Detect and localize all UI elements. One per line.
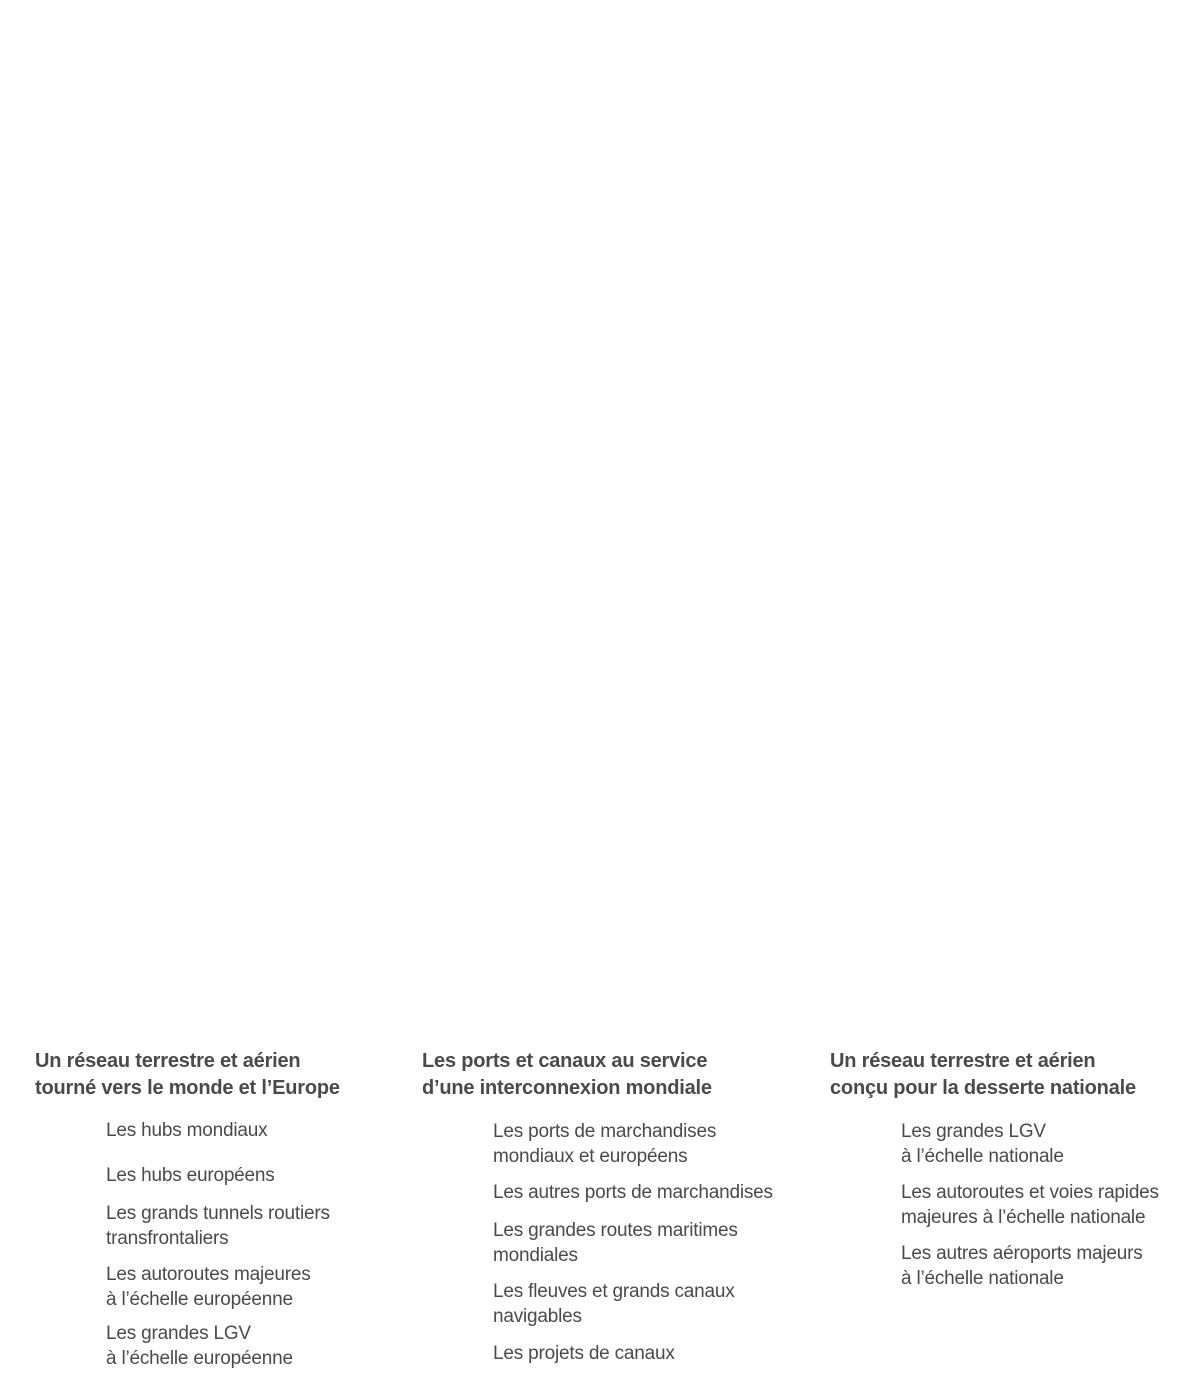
legend-item-lgv-nationales: Les grandes LGV à l’échelle nationale xyxy=(901,1121,1064,1167)
legend-item-routes-maritimes: Les grandes routes maritimes mondiales xyxy=(493,1220,738,1266)
legend-column-world-europe xyxy=(35,1048,405,1369)
map-legend xyxy=(0,1030,1200,1387)
legend-column-title: Les ports et canaux au service d’une interconnexion mondiale xyxy=(422,1050,712,1099)
legend-column-desserte-nationale xyxy=(830,1048,1190,1289)
legend-item-hubs-mondiaux: Les hubs mondiaux xyxy=(106,1120,268,1141)
legend-column-ports-canaux xyxy=(422,1048,802,1364)
legend-item-hubs-europeens: Les hubs européens xyxy=(106,1165,275,1186)
legend-column-title: Un réseau terrestre et aérien tourné vers le monde et l’Europe xyxy=(35,1050,340,1099)
legend-item-tunnels-routiers: Les grands tunnels routiers transfrontaliers xyxy=(106,1203,330,1249)
legend-item-ports-mondiaux: Les ports de marchandises mondiaux et européens xyxy=(493,1121,717,1167)
legend-item-autoroutes-nationales: Les autoroutes et voies rapides majeures à l’échelle nationale xyxy=(901,1182,1159,1228)
legend-item-aeroports-nationaux: Les autres aéroports majeurs à l’échelle nationale xyxy=(901,1243,1143,1289)
legend-item-fleuves-canaux: Les fleuves et grands canaux navigables xyxy=(493,1281,735,1327)
legend-item-projets-canaux: Les projets de canaux xyxy=(493,1343,675,1364)
legend-item-lgv-europeennes: Les grandes LGV à l’échelle européenne xyxy=(106,1323,293,1369)
legend-item-autoroutes-europeennes: Les autoroutes majeures à l’échelle européenne xyxy=(106,1264,311,1310)
legend-item-autres-ports: Les autres ports de marchandises xyxy=(493,1182,773,1203)
legend-column-title: Un réseau terrestre et aérien conçu pour la desserte nationale xyxy=(830,1050,1136,1099)
